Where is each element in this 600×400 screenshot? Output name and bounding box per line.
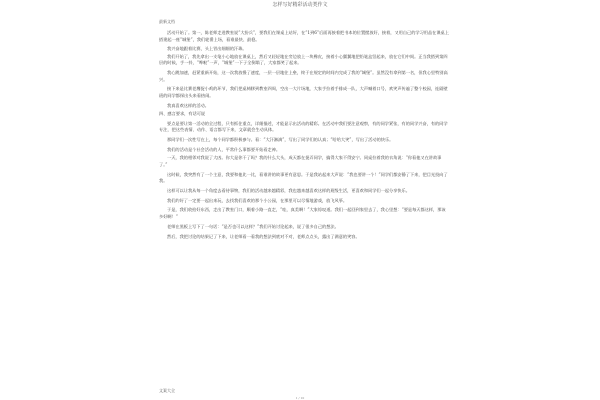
header-label: 最新文档 — [159, 19, 175, 24]
paragraph: 活动开始了。第一，陈老师走进教室说“大扮兵”，要我们在课桌上站好，在“1到6”后面再接着把书本的位置摆放好，接着，又用自己的学习用品在课桌上搭建起一座“城堡”，我们轮番上场，看谁最快、最稳。 — [159, 30, 449, 42]
paragraph: 那同学们一次性写在上，每个同学都积极参与。看：“大汗淋漓”，写出了同学们的认真；“哈哈大笑”，写出了活动的快乐。 — [167, 137, 394, 143]
document-title: 怎样写好精彩活动类作文 — [272, 2, 328, 8]
paragraph: 这时候，我突然有了一个主意，我要和他比一比，看谁讲的故事更有意思。于是我站起来大声说：“我也要讲一个！”同学们都安静了下来，把目光投向了我。 — [159, 171, 448, 184]
paragraph: 要点是要让第一活动的全过程，只有抓住重点，详细描述，才能显示出活动的精彩。在活动中我们要注意观察，有的同学紧张，有的同学兴奋，有的同学专注，把这些表情、动作、语言都写下来，文章就会生动具体。 — [159, 120, 448, 133]
section-heading: 四、感言要求，有话可说 — [159, 111, 206, 117]
paragraph: 一天，我的相邻对我说了大凶。你大是你干了吗？我的什么大头，成天都在捉弄同学，搞得大家不得安宁。同桌拉着我的衣角说：“你看他又在讲故事了。” — [159, 155, 442, 167]
page-number: 1 / 10 — [295, 396, 305, 400]
paragraph: 我心跳加速，赶紧重新开始，这一次我放慢了速度，一层一层地往上垒，终于在规定的时间内完成了我的“城堡”。虽然没有拿到第一名，但我心里特别高兴。 — [159, 69, 448, 82]
paragraph: 老师在黑板上写下了一句话：“是否也可以这样？”我们开始讨论起来，说了很多自己的想法。 — [167, 223, 339, 229]
document-body — [159, 30, 449, 243]
lead-line: 我们的活动是个社会活动的人，平常什么事都要开始看走神。 — [167, 147, 281, 153]
paragraph: 我真喜欢这样的活动。 — [167, 102, 209, 108]
paragraph: 我们约好了一定要一起出来玩，去找我们喜欢的那个小公园，在那里可以尽情地游戏，放飞风筝。 — [167, 197, 348, 203]
paragraph: 然后，我把讨论的结果记了下来，让老师看一看我的想法到底对不对，老师点点头，露出了满意的笑容。 — [167, 233, 360, 239]
paragraph: 我们开始了，我先拿出一支笔小心地放在课桌上，然后又轻轻地在旁边放上一块橡皮，接着小心翼翼地把铅笔盒竖起来，放在它们中间。正当我搭到第四层的时候，手一抖，“哗啦”一声，“城堡”一下子全倒塌了，大家都笑了起来。 — [159, 53, 448, 66]
paragraph: 于是，我们收拾好东西，走出了教室门口，顺着小路一直走，“哇，真美啊！”大家惊叹道。我们一起回到家里去了，我心里想：“要是每天都这样，那该多好啊！” — [159, 207, 446, 220]
paragraph: 这样可以让我从每一个角度去看待事物，我们的活动越来越精彩，我也越来越喜欢这样的班级生活，更喜欢和同学们一起分享快乐。 — [167, 187, 410, 193]
footer-label: 文案大全 — [159, 388, 175, 393]
paragraph: 我兴奋地跟着比赛，头上冒出细细的汗珠。 — [167, 46, 247, 52]
paragraph: 接下来是比赛老鹰捉小鸡的环节，我们把桌椅移到教室四周，空出一大片场地，大家手拉着手排成一队，大声喊着口号，欢笑声传遍了整个校园，连隔壁班的同学都探出头来看热闹。 — [159, 86, 448, 98]
